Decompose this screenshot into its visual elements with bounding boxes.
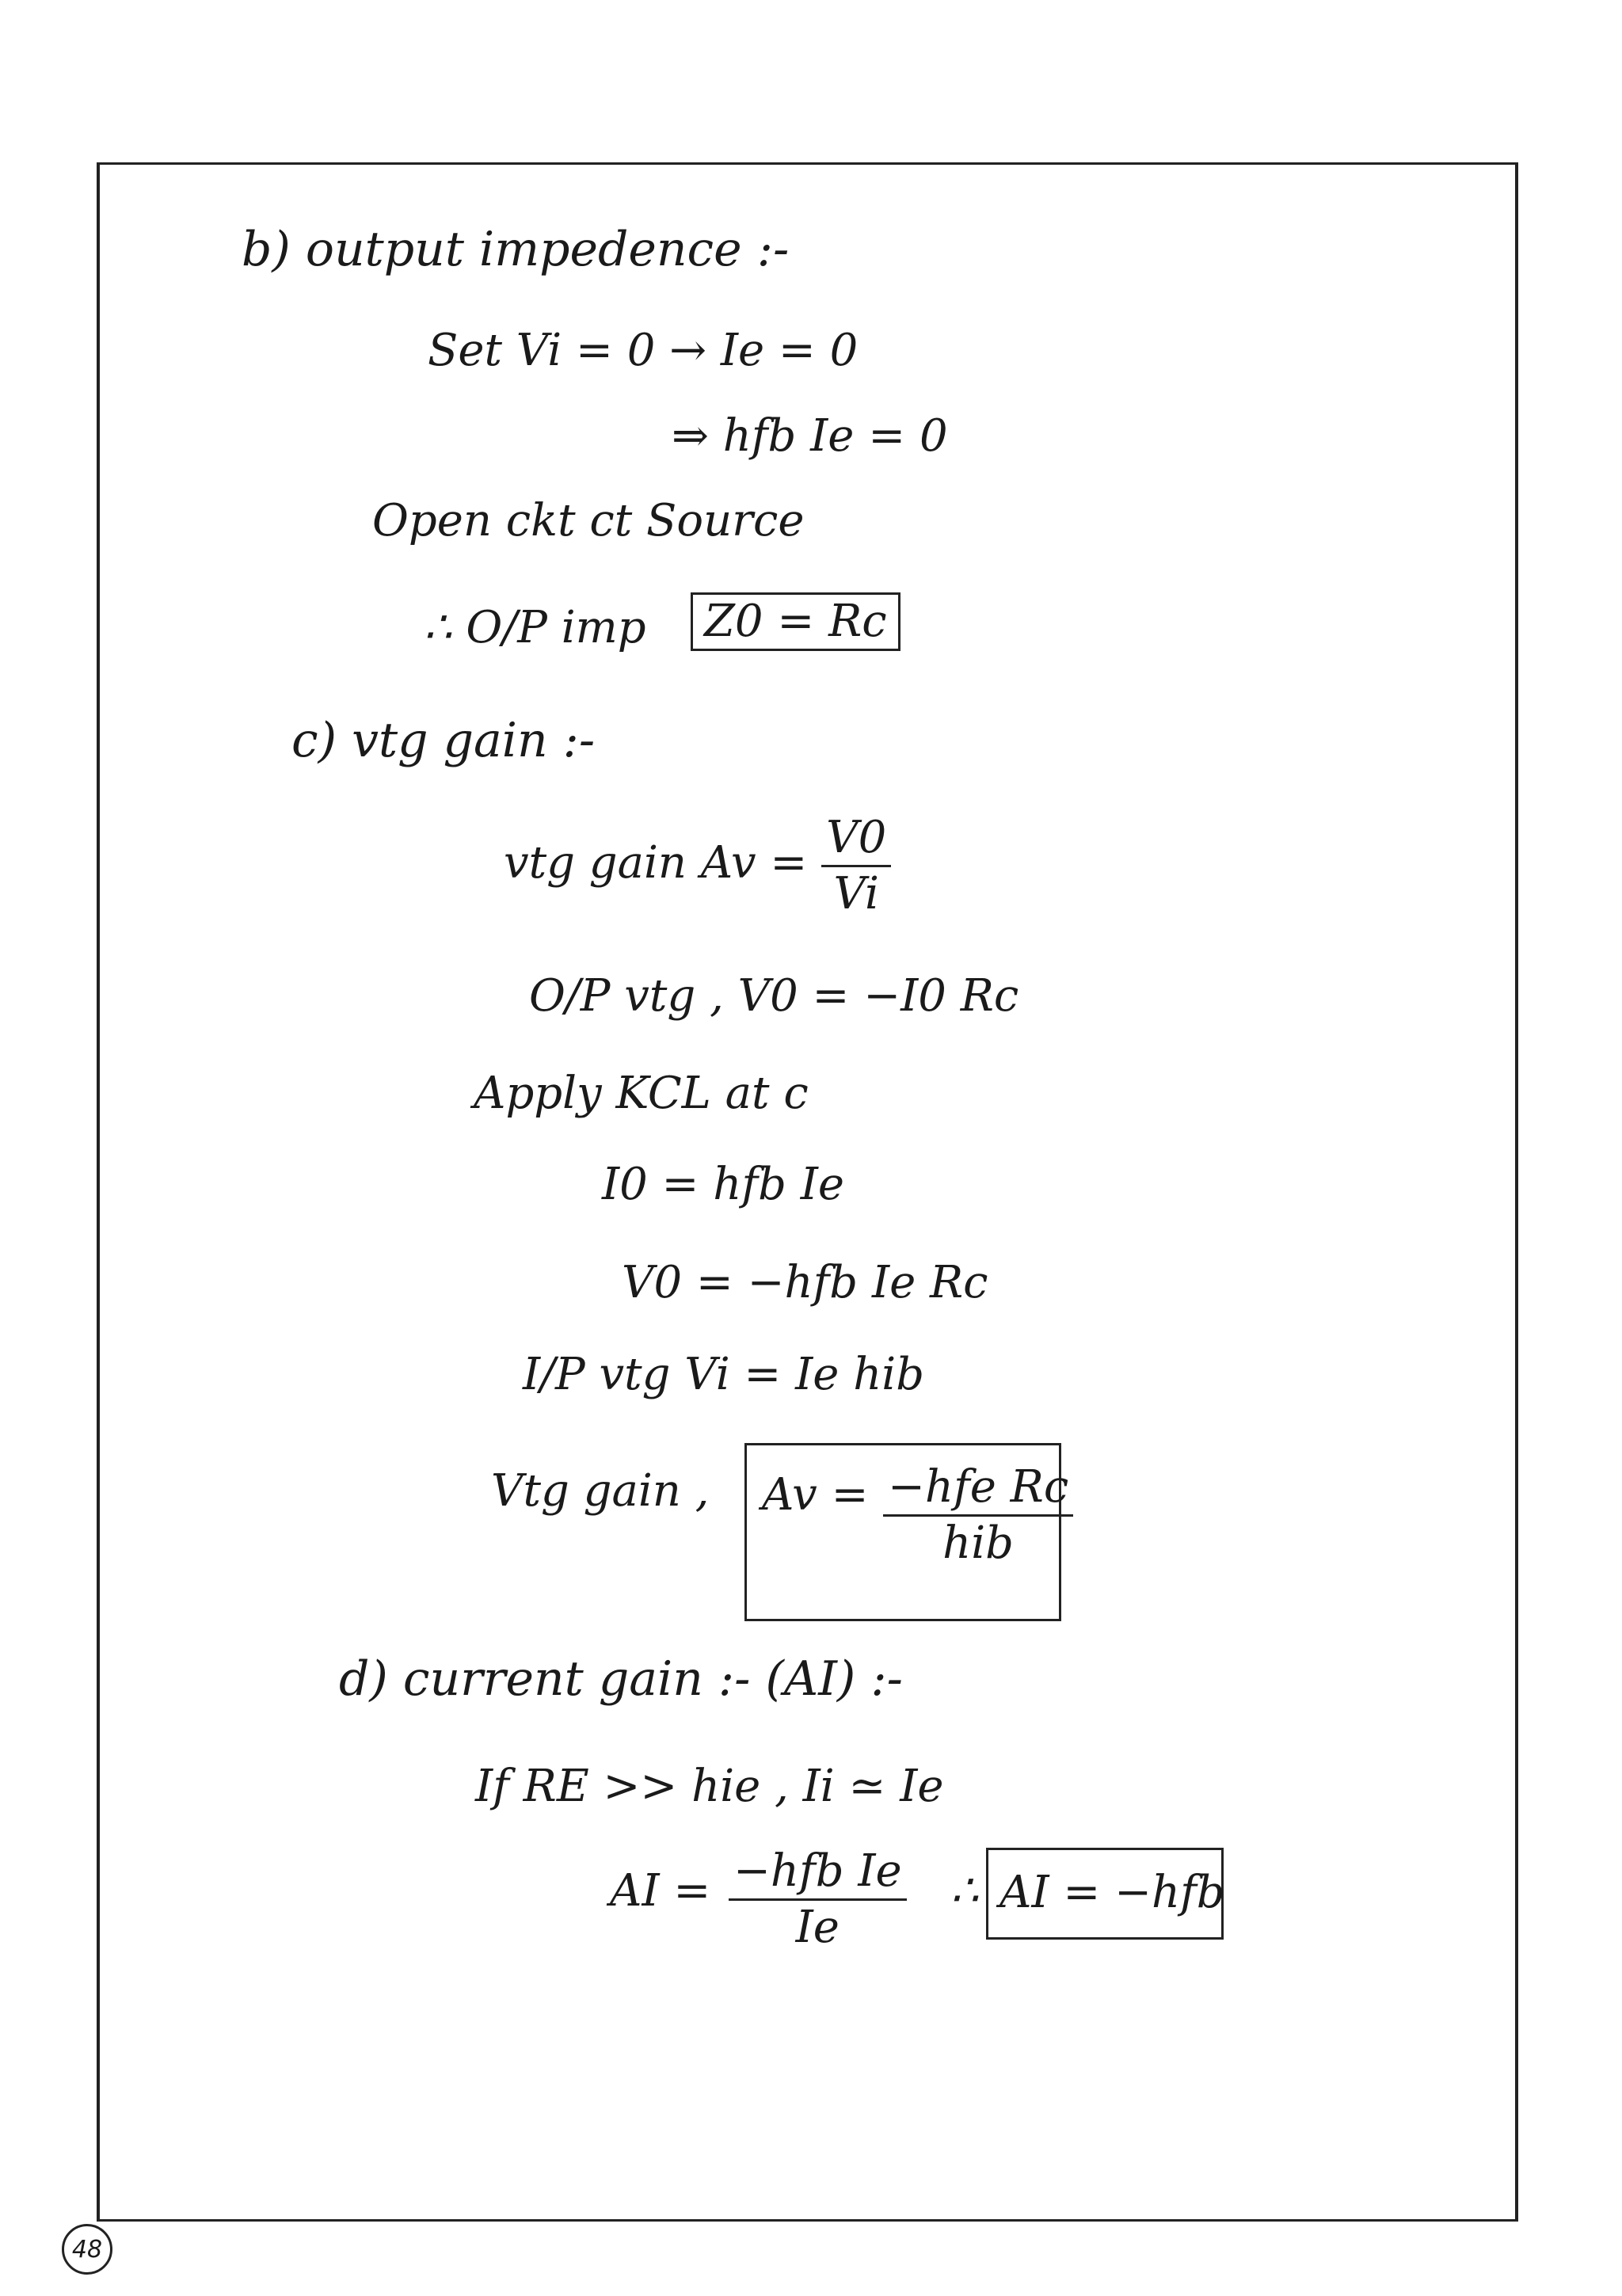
equation-output-voltage: O/P vtg , V0 = −I0 Rc [529,970,1019,1022]
fraction-denominator: hib [942,1517,1014,1569]
heading-output-impedance: b) output impedence :- [242,222,790,277]
boxed-av-lhs: Av = [762,1469,869,1521]
fraction-hfb-ie-over-ie [729,1845,907,1953]
text-output-impedance-result: ∴ O/P imp [424,602,646,653]
fraction-numerator: V0 [821,816,891,867]
fraction-numerator: −hfb Ie [729,1849,907,1901]
fraction-denominator: Ie [795,1902,840,1953]
equation-i0-hfb-ie: I0 = hfb Ie [602,1159,844,1210]
page-number: 48 [71,2235,103,2264]
fraction-denominator: Vi [833,868,879,920]
fraction-v0-over-vi [821,812,891,920]
heading-current-gain: d) current gain :- (AI) :- [339,1651,903,1707]
equation-input-voltage: I/P vtg Vi = Ie hib [523,1349,925,1400]
av-prefix: vtg gain Av = [504,837,808,889]
therefore-symbol: ∴ [950,1865,979,1917]
boxed-result-ai: AI = −hfb [999,1867,1225,1918]
equation-re-condition: If RE >> hie , Ii ≃ Ie [475,1761,944,1812]
equation-set-vi-zero: Set Vi = 0 → Ie = 0 [428,325,859,376]
equation-av-definition [504,812,891,920]
page-number-badge [62,2224,112,2275]
text-apply-kcl: Apply KCL at c [474,1068,809,1119]
equation-hfb-ie-zero: ⇒ hfb Ie = 0 [672,410,948,462]
fraction-numerator: −hfe Rc [883,1465,1073,1517]
equation-v0-hfb-ie-rc: V0 = −hfb Ie Rc [622,1257,988,1308]
heading-voltage-gain: c) vtg gain :- [291,713,596,768]
boxed-result-z0: Z0 = Rc [691,592,900,651]
text-vtg-gain-label: Vtg gain , [491,1465,710,1517]
equation-ai-lhs: AI = [610,1865,711,1917]
boxed-av-fraction [883,1461,1073,1569]
text-open-circuit-source: Open ckt ct Source [372,495,805,546]
